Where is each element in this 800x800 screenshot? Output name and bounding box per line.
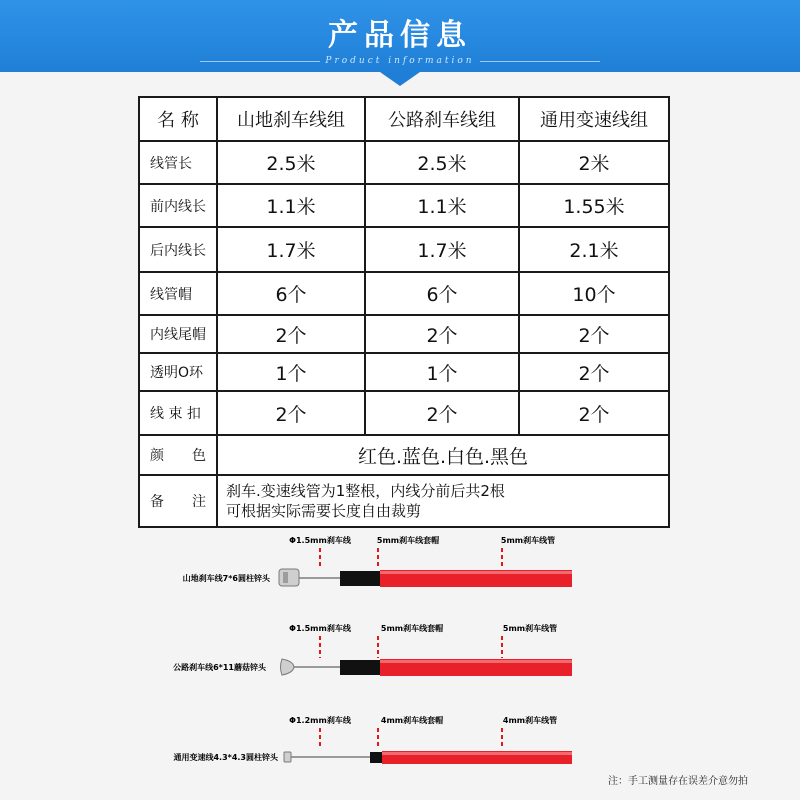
table-header-cell: 名 称 [139,97,217,141]
cable-diagram-mtb-brake [183,535,572,587]
table-cell: 6个 [365,272,519,315]
wire-spec-label: Φ1.5mm刹车线 [289,624,351,633]
ferrule-cap [340,660,380,675]
footnote: 注：手工测量存在误差介意勿拍 [608,776,748,787]
table-cell: 2个 [217,315,365,353]
table-cell: 2.1米 [519,227,669,272]
row-label: 内线尾帽 [139,315,217,353]
table-cell: 2个 [519,391,669,435]
table-cell: 2个 [217,391,365,435]
row-label: 透明O环 [139,353,217,391]
row-label: 后内线长 [139,227,217,272]
table-cell: 2.5米 [217,141,365,184]
cable-diagram-road-brake [172,623,572,676]
page-subtitle: Product information [325,56,475,66]
page-title: 产品信息 [328,18,472,53]
color-value: 红色.蓝色.白色.黑色 [217,435,669,475]
cap-spec-label: 5mm刹车线套帽 [380,624,444,633]
table-cell: 2米 [519,141,669,184]
table-cell: 1.1米 [217,184,365,227]
note-line: 刹车.变速线管为1整根，内线分前后共2根 [226,482,505,500]
row-label: 线管长 [139,141,217,184]
table-cell: 2个 [365,391,519,435]
table-cell: 2.5米 [365,141,519,184]
note-line: 可根据实际需要长度自由裁剪 [226,502,422,520]
table-cell: 2个 [365,315,519,353]
table-header-cell: 公路刹车线组 [365,97,519,141]
table-cell: 2个 [519,315,669,353]
cable-name-label: 山地刹车线7*6圆柱锌头 [182,574,270,583]
table-header-cell: 山地刹车线组 [217,97,365,141]
row-label: 前内线长 [139,184,217,227]
row-label: 线管帽 [139,272,217,315]
tube-spec-label: 5mm刹车线管 [502,624,558,633]
row-label: 颜 色 [139,435,217,475]
cable-diagram-shift [173,715,572,764]
cable-housing-highlight [380,660,572,663]
cylinder-head-icon [279,569,299,586]
row-label: 备 注 [139,475,217,527]
ferrule-cap [340,571,380,586]
row-label: 线 束 扣 [139,391,217,435]
tube-spec-label: 4mm刹车线管 [502,716,558,725]
table-cell: 6个 [217,272,365,315]
table-cell: 1.7米 [217,227,365,272]
cap-spec-label: 5mm刹车线套帽 [376,536,440,545]
table-header-cell: 通用变速线组 [519,97,669,141]
mushroom-head-icon [281,659,295,675]
cylinder-head-shade [283,572,288,583]
cap-spec-label: 4mm刹车线套帽 [380,716,444,725]
table-cell: 1.1米 [365,184,519,227]
wire-spec-label: Φ1.5mm刹车线 [289,536,351,545]
cable-housing-highlight [380,571,572,574]
table-cell: 1.55米 [519,184,669,227]
table-cell: 1个 [365,353,519,391]
table-cell: 1个 [217,353,365,391]
table-cell: 2个 [519,353,669,391]
table-cell: 1.7米 [365,227,519,272]
cable-name-label: 通用变速线4.3*4.3圆柱锌头 [173,753,278,762]
small-cylinder-head-icon [284,752,291,762]
ferrule-cap [370,752,382,763]
tube-spec-label: 5mm刹车线管 [500,536,556,545]
cable-housing-highlight [382,752,572,755]
table-cell: 10个 [519,272,669,315]
cable-name-label: 公路刹车线6*11蘑菇锌头 [173,663,266,672]
wire-spec-label: Φ1.2mm刹车线 [289,716,351,725]
